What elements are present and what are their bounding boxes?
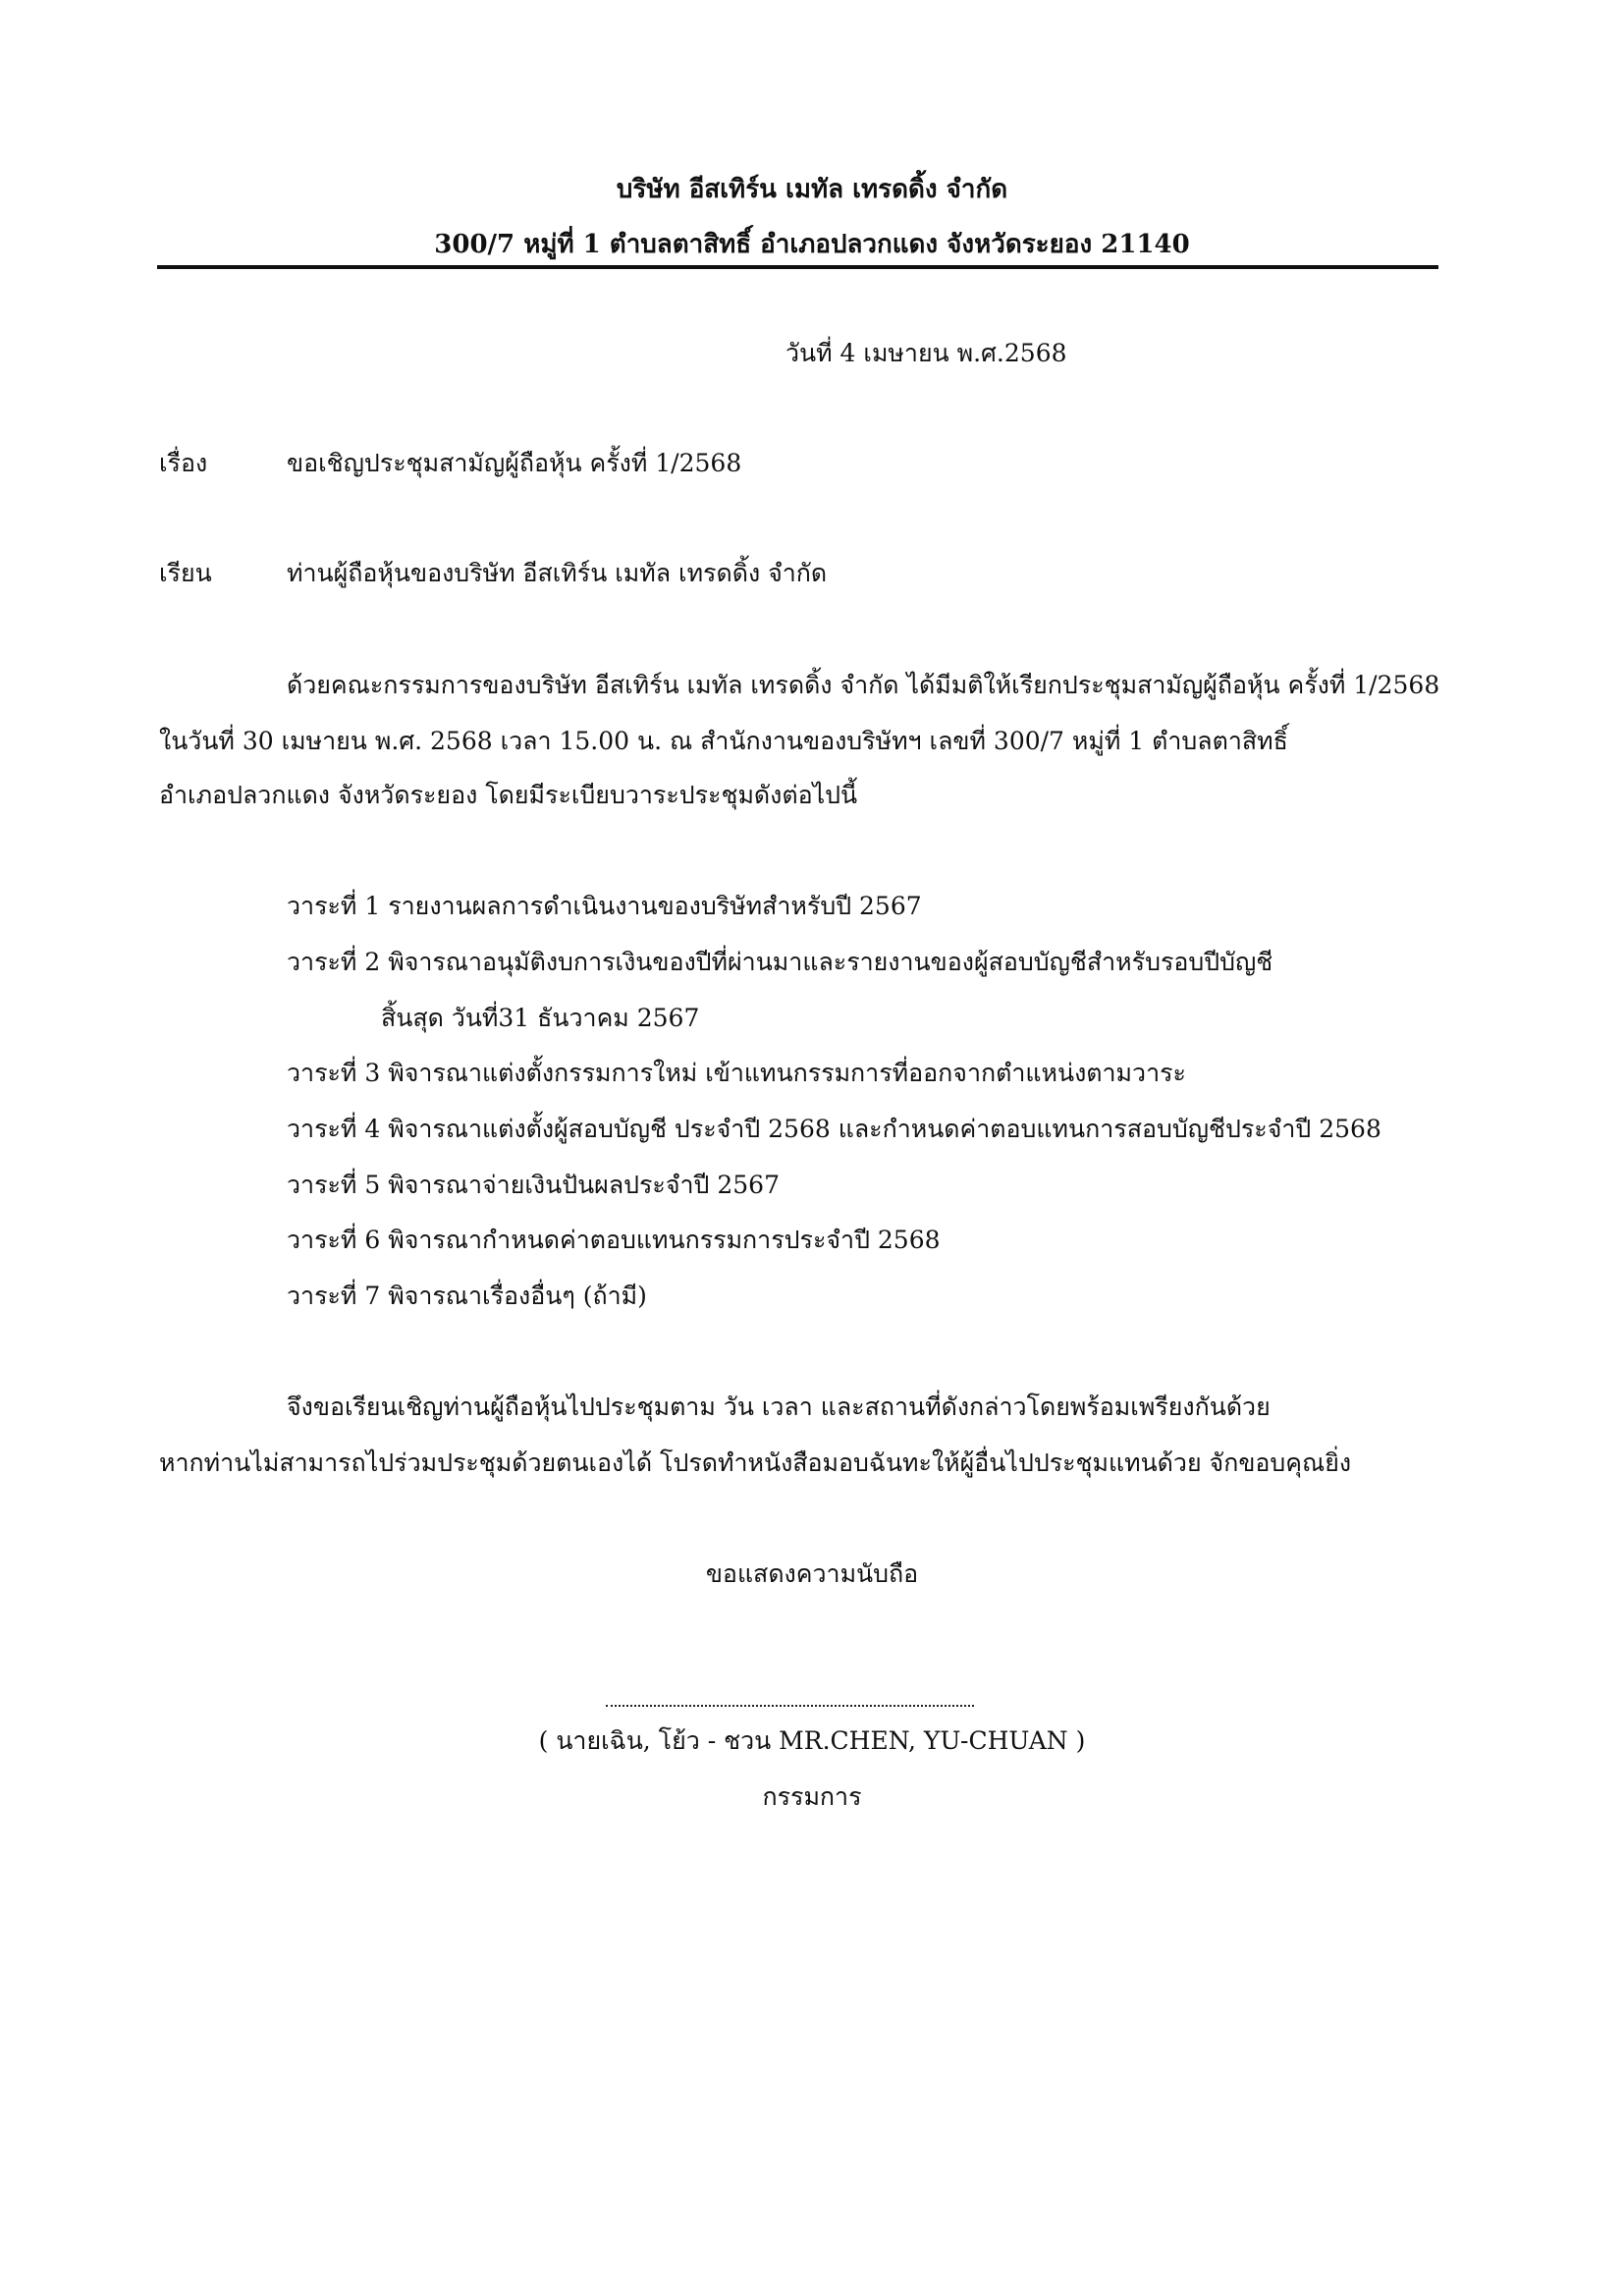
agenda-item: วาระที่ 6 พิจารณากำหนดค่าตอบแทนกรรมการประจำปี 2568 <box>287 1226 941 1254</box>
agenda-item-continuation: สิ้นสุด วันที่31 ธันวาคม 2567 <box>381 1004 700 1032</box>
agenda-item: วาระที่ 2 พิจารณาอนุมัติงบการเงินของปีที่ผ่านมาและรายงานของผู้สอบบัญชีสำหรับรอบปีบัญชี <box>287 948 1273 976</box>
subject-text: ขอเชิญประชุมสามัญผู้ถือหุ้น ครั้งที่ 1/2568 <box>287 449 742 477</box>
closing-line-1: จึงขอเรียนเชิญท่านผู้ถือหุ้นไปประชุมตาม วัน เวลา และสถานที่ดังกล่าวโดยพร้อมเพรียงกันด้วย <box>287 1393 1271 1421</box>
company-address: 300/7 หมู่ที่ 1 ตำบลตาสิทธิ์ อำเภอปลวกแดง จังหวัดระยอง 21140 <box>434 230 1190 259</box>
agenda-item: วาระที่ 1 รายงานผลการดำเนินงานของบริษัทสำหรับปี 2567 <box>287 892 922 920</box>
company-name: บริษัท อีสเทิร์น เมทัล เทรดดิ้ง จำกัด <box>616 175 1008 204</box>
agenda-item: วาระที่ 4 พิจารณาแต่งตั้งผู้สอบบัญชี ประจำปี 2568 และกำหนดค่าตอบแทนการสอบบัญชีประจำปี 2568 <box>287 1115 1381 1143</box>
signature-line <box>606 1705 974 1707</box>
recipient-label: เรียน <box>159 559 212 587</box>
closing-line-2: หากท่านไม่สามารถไปร่วมประชุมด้วยตนเองได้ โปรดทำหนังสือมอบฉันทะให้ผู้อื่นไปประชุมแทนด้วย จักขอบคุณยิ่ง <box>159 1449 1352 1477</box>
intro-line-1: ด้วยคณะกรรมการของบริษัท อีสเทิร์น เมทัล เทรดดิ้ง จำกัด ได้มีมติให้เรียกประชุมสามัญผู้ถือหุ้น ครั้งที่ 1/2568 <box>287 671 1440 699</box>
agenda-item: วาระที่ 7 พิจารณาเรื่องอื่นๆ (ถ้ามี) <box>287 1282 647 1310</box>
agenda-item: วาระที่ 3 พิจารณาแต่งตั้งกรรมการใหม่ เข้าแทนกรรมการที่ออกจากตำแหน่งตามวาระ <box>287 1059 1186 1087</box>
header-divider <box>157 265 1438 269</box>
subject-label: เรื่อง <box>159 449 208 477</box>
intro-line-2: ในวันที่ 30 เมษายน พ.ศ. 2568 เวลา 15.00 น. ณ สำนักงานของบริษัทฯ เลขที่ 300/7 หมู่ที่ 1 ตำบลตาสิทธิ์ <box>159 727 1288 755</box>
recipient-text: ท่านผู้ถือหุ้นของบริษัท อีสเทิร์น เมทัล เทรดดิ้ง จำกัด <box>287 559 828 587</box>
signatory-name: ( นายเฉิน, โย้ว - ชวน MR.CHEN, YU-CHUAN ) <box>538 1726 1086 1755</box>
intro-line-3: อำเภอปลวกแดง จังหวัดระยอง โดยมีระเบียบวาระประชุมดังต่อไปนี้ <box>159 781 858 809</box>
signatory-title: กรรมการ <box>762 1782 862 1811</box>
agenda-item: วาระที่ 5 พิจารณาจ่ายเงินปันผลประจำปี 2567 <box>287 1171 780 1199</box>
regards: ขอแสดงความนับถือ <box>705 1559 919 1588</box>
letter-date: วันที่ 4 เมษายน พ.ศ.2568 <box>785 339 1067 367</box>
